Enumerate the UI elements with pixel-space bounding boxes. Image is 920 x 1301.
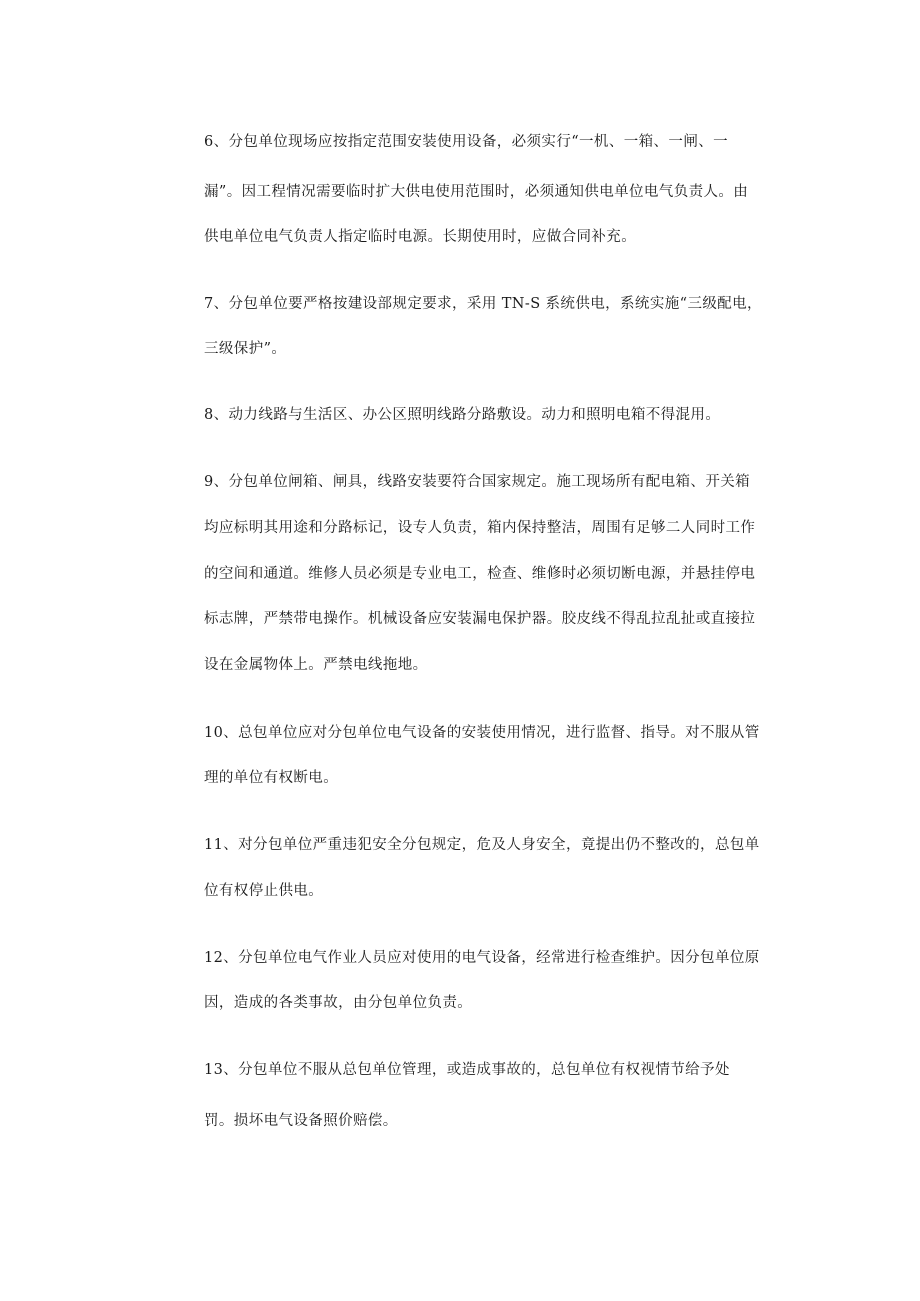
paragraph-line: 三级保护”。 bbox=[204, 341, 287, 357]
paragraph-line: 均应标明其用途和分路标记，设专人负责，箱内保持整洁，周围有足够二人同时工作 bbox=[204, 520, 756, 536]
paragraph-line: 位有权停止供电。 bbox=[204, 883, 324, 899]
paragraph-line: 6、分包单位现场应按指定范围安装使用设备，必须实行“一机、一箱、一闸、一 bbox=[204, 134, 729, 150]
paragraph-line: 9、分包单位闸箱、闸具，线路安装要符合国家规定。施工现场所有配电箱、开关箱 bbox=[204, 474, 751, 490]
paragraph-line: 罚。损坏电气设备照价赔偿。 bbox=[204, 1113, 398, 1129]
paragraph-line: 标志牌，严禁带电操作。机械设备应安装漏电保护器。胶皮线不得乱拉乱扯或直接拉 bbox=[204, 611, 756, 627]
paragraph-line: 13、分包单位不服从总包单位管理，或造成事故的，总包单位有权视情节给予处 bbox=[204, 1062, 730, 1078]
paragraph-line: 因，造成的各类事故，由分包单位负责。 bbox=[204, 995, 473, 1011]
paragraph-line: 8、动力线路与生活区、办公区照明线路分路敷设。动力和照明电箱不得混用。 bbox=[204, 407, 721, 423]
paragraph-line: 供电单位电气负责人指定临时电源。长期使用时，应做合同补充。 bbox=[204, 229, 637, 245]
paragraph-line: 理的单位有权断电。 bbox=[204, 770, 339, 786]
paragraph-line: 的空间和通道。维修人员必须是专业电工，检查、维修时必须切断电源，并悬挂停电 bbox=[204, 566, 756, 582]
paragraph-line: 7、分包单位要严格按建设部规定要求，采用 TN-S 系统供电，系统实施“三级配电， bbox=[204, 296, 762, 312]
paragraph-line: 漏”。因工程情况需要临时扩大供电使用范围时，必须通知供电单位电气负责人。由 bbox=[204, 184, 749, 200]
paragraph-line: 设在金属物体上。严禁电线拖地。 bbox=[204, 657, 428, 673]
paragraph-line: 10、总包单位应对分包单位电气设备的安装使用情况，进行监督、指导。对不服从管 bbox=[204, 725, 760, 741]
paragraph-line: 12、分包单位电气作业人员应对使用的电气设备，经常进行检查维护。因分包单位原 bbox=[204, 950, 760, 966]
paragraph-line: 11、对分包单位严重违犯安全分包规定，危及人身安全，竟提出仍不整改的，总包单 bbox=[204, 837, 760, 853]
